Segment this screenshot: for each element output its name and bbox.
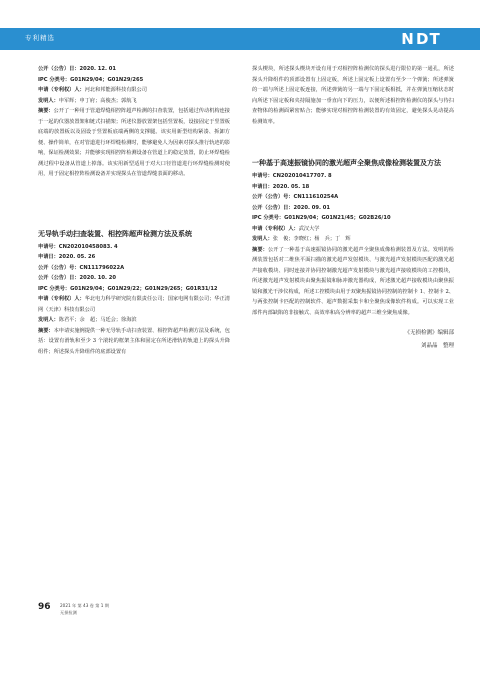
abstract-text: 本申请实施例提供一种无导轨手动扫查装置、相控阵超声检测方法及系统，包括：设置有滑轨和至少 3 个滚轮的框架主体和固定在所述滑轨的轨道上的探头升降组件；所述探头升降组件的底部设置有 bbox=[38, 327, 230, 355]
pub-date-label: 公开（公告）日： bbox=[38, 66, 80, 72]
applicant-value: 华北电力科学研究院有限责任公司；国家电网有限公司；华正清网（天津）科技有限公司 bbox=[38, 296, 230, 313]
app-date-value: 2020. 05. 18 bbox=[272, 183, 310, 190]
applicant-value: 武汉大学 bbox=[298, 225, 320, 232]
pub-no-label: 公开（公告）号： bbox=[38, 264, 80, 271]
left-column bbox=[38, 64, 230, 357]
abstract-label: 摘要： bbox=[38, 108, 54, 114]
applicant-row bbox=[38, 294, 230, 315]
abstract-continuation: 探头楔块，所述探头楔块开设有用于对相控阵检测仪的探头进行限位的第一通孔，所述探头升降组件的顶部设置有上固定板，所述上固定板上设置有至少一个弹簧；所述弹簧的一端与所述上固定板连接，所述弹簧的另一端与下固定板相抵，并在弹簧压缩状态时向所述下固定板和夹持隔施加一垂直向下的压力，以便所述相控阵检测仪的探头与待扫查物体的检测面紧密贴合；能够实现对相控阵检测装置的有效固定，避免探头晃动提高检测效率。 bbox=[252, 66, 454, 125]
section-label: 专利精选 bbox=[25, 34, 55, 42]
pub-date-row bbox=[38, 64, 230, 75]
inventor-label: 发明人： bbox=[38, 97, 59, 104]
pub-no-value: CN111796022A bbox=[79, 264, 125, 271]
abstract bbox=[38, 106, 230, 180]
app-date-value: 2020. 05. 26 bbox=[58, 254, 96, 260]
app-no-label: 申请号： bbox=[38, 243, 59, 250]
editorial-signature: 《无损检测》编辑部 bbox=[404, 330, 454, 336]
journal-name: 无损检测 bbox=[60, 610, 77, 615]
ipc-row bbox=[38, 75, 230, 86]
pub-date-row bbox=[252, 203, 454, 214]
pub-no-value: CN111610254A bbox=[293, 194, 339, 200]
ipc-row bbox=[38, 284, 230, 295]
abstract bbox=[252, 245, 454, 319]
abstract bbox=[38, 326, 230, 358]
inventor-row bbox=[38, 96, 230, 107]
ipc-label: IPC 分类号： bbox=[38, 76, 71, 83]
inventor-label: 发明人： bbox=[38, 317, 59, 323]
app-no-label: 申请号： bbox=[252, 173, 273, 179]
ipc-value: G01N29/04；G01N29/265 bbox=[70, 76, 144, 83]
applicant-label: 申请（专利权）人： bbox=[252, 225, 299, 232]
app-date-label: 申请日： bbox=[252, 183, 273, 190]
app-no-value: CN202010458083. 4 bbox=[58, 243, 118, 250]
app-date-row bbox=[38, 252, 230, 263]
inventor-row bbox=[252, 234, 454, 245]
applicant-label: 申请（专利权）人： bbox=[38, 296, 85, 302]
pub-date-label: 公开（公告）日： bbox=[252, 204, 294, 211]
ipc-label: IPC 分类号： bbox=[252, 215, 285, 221]
inventor-row bbox=[38, 315, 230, 326]
ipc-value: G01N29/04；G01N29/22；G01N29/265；G01R31/12 bbox=[70, 285, 218, 292]
applicant-row bbox=[252, 224, 454, 235]
abstract-text: 公开了一种用于管道焊缝相控阵超声检测的扫查装置，包括通过传动机构连接于一起的仪器放置架和链式扫描架；所述仪器放置架包括竖置板，设接固定于竖置板底端的放置板以及固设于竖置板底端两侧的支撑腿。该实用新型结构紧凑、拆卸方便、操作简单，在对管道进行环焊缝检测时，能够避免人为因素对探头推行轨迹的影响，保证检测效果；并能够实现相控阵检测设备在管道上的稳定放置，防止环焊缝检测过程中设备从管道上掉落。该实用新型适用于对大口径管道进行环焊缝检测时使用，用于固定相控阵检测设备并实现探头在管道焊缝表面的移动。 bbox=[38, 108, 230, 177]
inventor-value: 陈君平；余 超；马廷会；徐海滨 bbox=[58, 317, 137, 323]
pub-date-value: 2020. 12. 01 bbox=[79, 66, 116, 72]
logo-n: N bbox=[401, 30, 415, 48]
patent-title: 无导轨手动扫查装置、相控阵超声检测方法及系统 bbox=[38, 229, 192, 238]
pub-date-row bbox=[38, 273, 230, 284]
pub-no-row bbox=[252, 192, 454, 203]
right-column bbox=[252, 64, 454, 352]
pub-date-label: 公开（公告）日： bbox=[38, 275, 80, 281]
pub-no-row bbox=[38, 263, 230, 274]
applicant-label: 申请（专利权）人： bbox=[38, 87, 85, 93]
ipc-row bbox=[252, 213, 454, 224]
app-no-row bbox=[38, 242, 230, 253]
ipc-label: IPC 分类号： bbox=[38, 285, 71, 292]
logo-dt: DT bbox=[416, 30, 441, 48]
inventor-value: 申军辉；申丁府；高俊杰；郭航飞 bbox=[58, 97, 137, 104]
app-no-row bbox=[252, 171, 454, 182]
issue-info: 2021 年 第 43 卷 第 1 期 bbox=[60, 603, 109, 608]
pub-no-label: 公开（公告）号： bbox=[252, 194, 294, 200]
applicant-value: 河北和邦能源科技有限公司 bbox=[84, 87, 147, 93]
abstract-label: 摘要： bbox=[38, 327, 54, 334]
abstract-text: 公开了一种基于高速振镜协同的激光超声全聚焦成像检测装置及方法。发明的检测装置包括对二维焦平面扫描的激光超声发射模块、与激光超声发射模块匹配的激光超声接收模块、同时连接并协同控制激光超声发射模块与激光超声接收模块的工控模块，所述激光超声发射模块由聚焦振镜和脉冲激光器构成，所述激光超声接收模块由聚焦振镜和激光干涉仪构成，所述工控模块由用于双聚焦振镜协同控制的控制卡 1、控制卡 2、与两张控制卡匹配的控制软件、超声数据采集卡和全聚焦成像软件构成。可以实现工业部件内部缺陷的非接触式、高效率和高分辨率的超声三维全聚焦成像。 bbox=[252, 246, 454, 316]
app-date-label: 申请日： bbox=[38, 254, 59, 260]
inventor-label: 发明人： bbox=[252, 236, 273, 242]
page-number: 96 bbox=[38, 602, 51, 612]
app-no-value: CN202010417707. 8 bbox=[272, 173, 332, 179]
editor-name: 刘晶晶 整理 bbox=[420, 343, 454, 349]
applicant-row bbox=[38, 85, 230, 96]
ipc-value: G01N29/04；G01N21/45；G02B26/10 bbox=[284, 215, 391, 221]
journal-logo bbox=[400, 30, 441, 48]
inventor-value: 张 俊；李晓红；杨 兵；丁 辉 bbox=[272, 236, 351, 242]
abstract-label: 摘要： bbox=[252, 246, 268, 253]
pub-date-value: 2020. 09. 01 bbox=[293, 204, 330, 211]
app-date-row bbox=[252, 182, 454, 193]
patent-title: 一种基于高速振镜协同的激光超声全聚焦成像检测装置及方法 bbox=[252, 159, 441, 167]
pub-date-value: 2020. 10. 20 bbox=[79, 275, 116, 281]
